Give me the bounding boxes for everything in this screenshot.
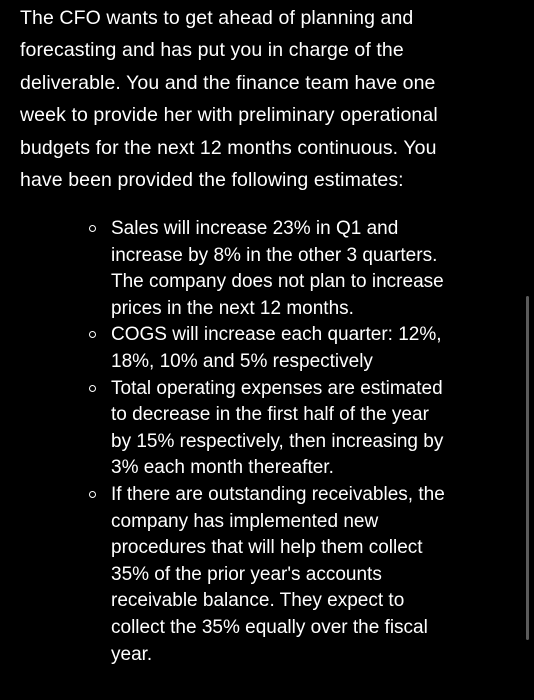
bullet-line: year. bbox=[111, 643, 153, 665]
bullet-line: COGS will increase each quarter: 12%, bbox=[111, 324, 442, 346]
estimate-item-cogs bbox=[111, 322, 501, 375]
hollow-bullet-icon bbox=[89, 491, 96, 498]
intro-line: deliverable. You and the finance team have one bbox=[20, 71, 436, 94]
estimate-item-operating-expenses bbox=[111, 376, 501, 482]
bullet-line: receivable balance. They expect to bbox=[111, 590, 405, 612]
intro-line: week to provide her with preliminary operational bbox=[20, 104, 438, 127]
bullet-line: procedures that will help them collect bbox=[111, 537, 423, 559]
bullet-line: Sales will increase 23% in Q1 and bbox=[111, 218, 399, 239]
bullet-line: collect the 35% equally over the fiscal bbox=[111, 616, 428, 638]
bullet-line: 3% each month thereafter. bbox=[111, 457, 334, 479]
bullet-line: The company does not plan to increase bbox=[111, 271, 444, 293]
bullet-line: by 15% respectively, then increasing by bbox=[111, 430, 444, 452]
estimate-item-sales bbox=[111, 216, 501, 322]
intro-line: have been provided the following estimates: bbox=[20, 169, 404, 192]
hollow-bullet-icon bbox=[89, 225, 96, 232]
intro-line: The CFO wants to get ahead of planning and bbox=[20, 7, 414, 29]
estimates-list bbox=[111, 216, 501, 668]
bullet-line: prices in the next 12 months. bbox=[111, 297, 354, 319]
intro-line: forecasting and has put you in charge of the bbox=[20, 39, 404, 62]
vertical-scrollbar[interactable] bbox=[526, 296, 529, 640]
hollow-bullet-icon bbox=[89, 385, 96, 392]
bullet-line: increase by 8% in the other 3 quarters. bbox=[111, 244, 438, 266]
bullet-line: If there are outstanding receivables, the bbox=[111, 483, 445, 505]
document-body bbox=[20, 2, 510, 196]
hollow-bullet-icon bbox=[89, 331, 96, 338]
intro-line: budgets for the next 12 months continuous. You bbox=[20, 136, 437, 159]
intro-paragraph bbox=[20, 2, 510, 196]
bullet-line: 35% of the prior year's accounts bbox=[111, 563, 382, 585]
bullet-line: Total operating expenses are estimated bbox=[111, 377, 443, 399]
bullet-line: to decrease in the first half of the year bbox=[111, 404, 429, 426]
estimate-item-receivables bbox=[111, 482, 501, 668]
bullet-line: company has implemented new bbox=[111, 510, 379, 532]
bullet-line: 18%, 10% and 5% respectively bbox=[111, 350, 373, 372]
